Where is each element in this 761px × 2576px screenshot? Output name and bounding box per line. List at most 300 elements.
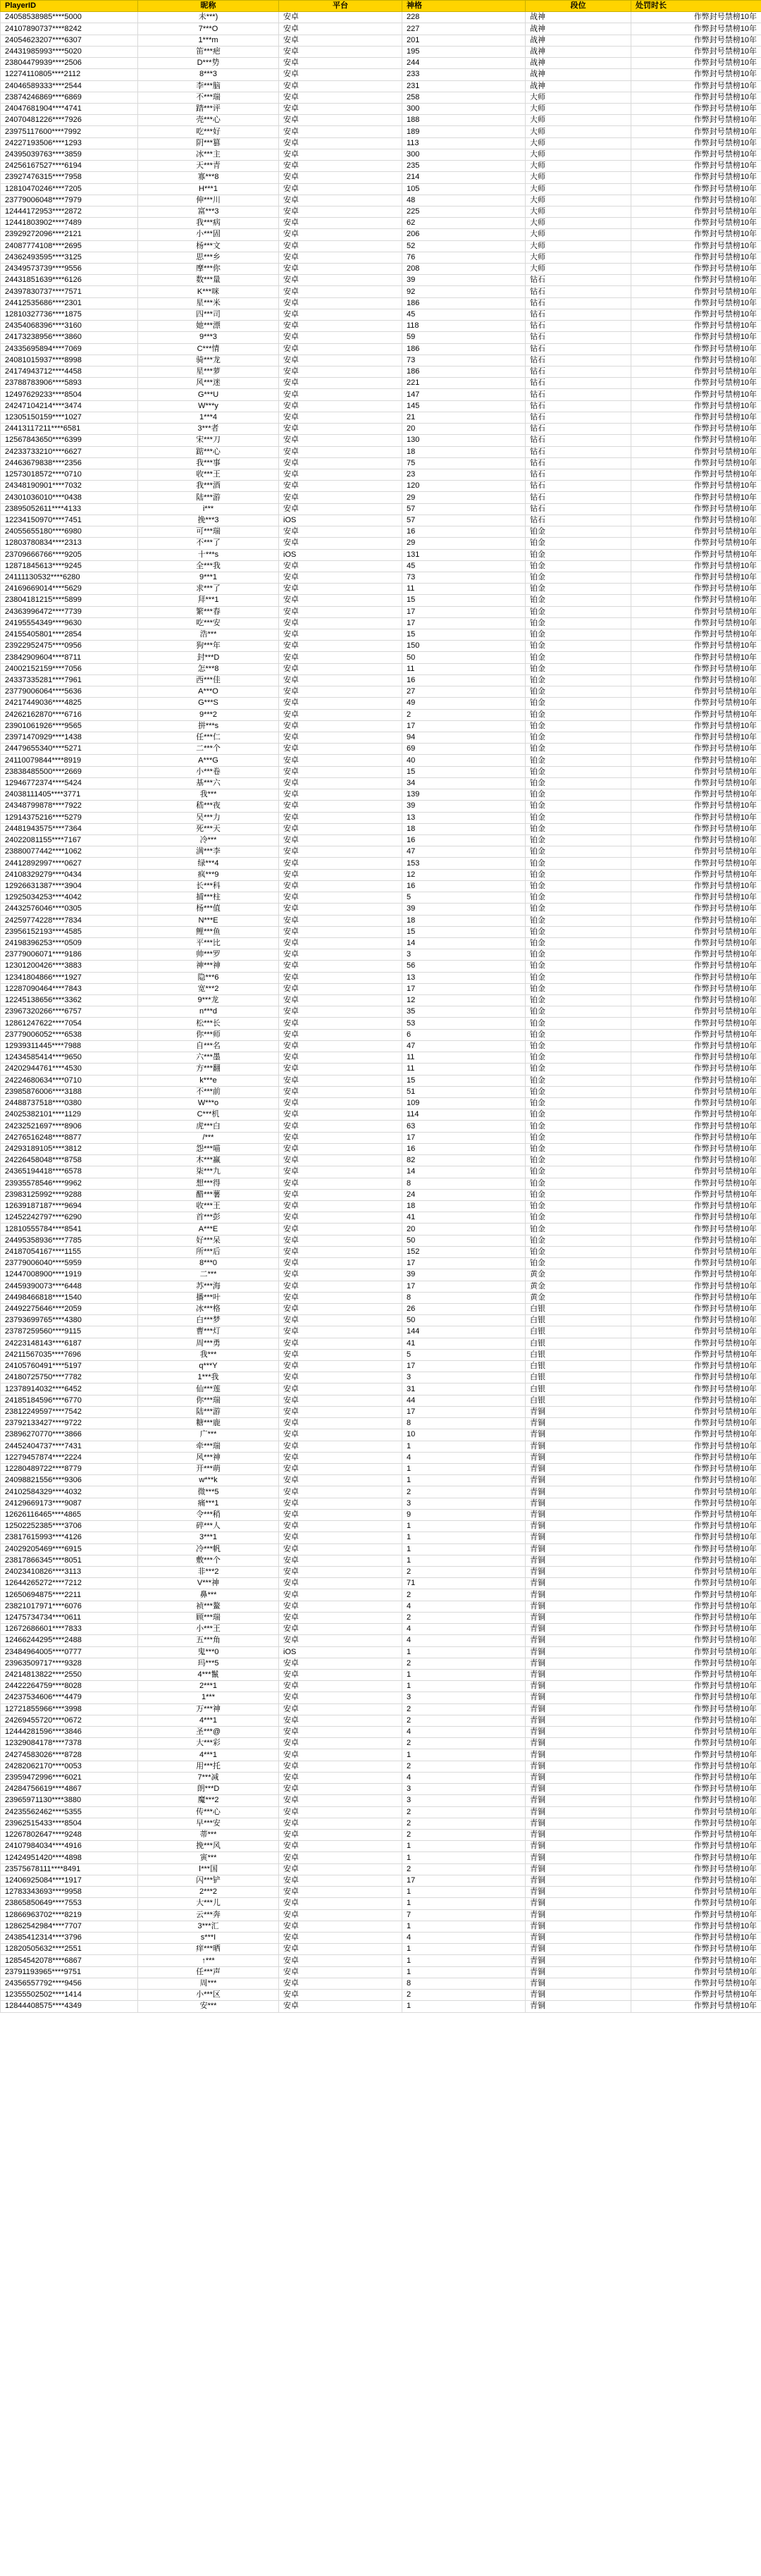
penalty-cell: 作弊封号禁榜10年 [631, 92, 761, 103]
rank-cell: 铂金 [526, 617, 631, 629]
penalty-cell: 作弊封号禁榜10年 [631, 58, 761, 69]
rank-cell: 青铜 [526, 1498, 631, 1509]
nickname-cell: 未***) [138, 12, 279, 23]
divinity-cell: 153 [402, 858, 526, 869]
table-row [1, 572, 761, 583]
player-id-cell: 12783343693****9958 [1, 1887, 138, 1898]
divinity-cell: 300 [402, 149, 526, 160]
nickname-cell: 4***1 [138, 1715, 279, 1726]
penalty-cell: 作弊封号禁榜10年 [631, 1006, 761, 1018]
rank-cell: 铂金 [526, 1075, 631, 1086]
table-row [1, 1658, 761, 1669]
table-row [1, 355, 761, 366]
nickname-cell: G***S [138, 698, 279, 709]
table-row [1, 1075, 761, 1086]
penalty-cell: 作弊封号禁榜10年 [631, 926, 761, 937]
nickname-cell: 李***脑 [138, 80, 279, 92]
table-row [1, 1212, 761, 1224]
penalty-cell: 作弊封号禁榜10年 [631, 641, 761, 652]
penalty-cell: 作弊封号禁榜10年 [631, 1601, 761, 1612]
divinity-cell: 206 [402, 229, 526, 240]
nickname-cell: 不***了 [138, 538, 279, 549]
nickname-cell: 挽***3 [138, 514, 279, 526]
nickname-cell: 怎***8 [138, 663, 279, 674]
penalty-cell: 作弊封号禁榜10年 [631, 309, 761, 320]
player-id-cell: 12567843650****6399 [1, 435, 138, 446]
penalty-cell: 作弊封号禁榜10年 [631, 1406, 761, 1417]
platform-cell: 安卓 [279, 766, 402, 777]
nickname-cell: 笛***疤 [138, 46, 279, 57]
player-id-cell: 12466244295****2488 [1, 1635, 138, 1646]
player-id-cell: 24431985993****5020 [1, 46, 138, 57]
rank-cell: 白银 [526, 1361, 631, 1372]
table-row [1, 115, 761, 126]
platform-cell: 安卓 [279, 229, 402, 240]
platform-cell: 安卓 [279, 264, 402, 275]
rank-cell: 青铜 [526, 1578, 631, 1589]
penalty-cell: 作弊封号禁榜10年 [631, 1646, 761, 1658]
penalty-cell: 作弊封号禁榜10年 [631, 674, 761, 686]
rank-cell: 铂金 [526, 1178, 631, 1189]
nickname-cell: 苏***海 [138, 1281, 279, 1292]
penalty-cell: 作弊封号禁榜10年 [631, 1898, 761, 1909]
rank-cell: 大师 [526, 161, 631, 172]
player-id-cell: 23779006064****5636 [1, 686, 138, 698]
rank-cell: 大师 [526, 137, 631, 149]
player-id-cell: 24173238956****3860 [1, 332, 138, 343]
divinity-cell: 49 [402, 698, 526, 709]
penalty-cell: 作弊封号禁榜10年 [631, 183, 761, 195]
rank-cell: 青铜 [526, 1955, 631, 1966]
penalty-cell: 作弊封号禁榜10年 [631, 1555, 761, 1566]
platform-cell: 安卓 [279, 1143, 402, 1154]
divinity-cell: 2 [402, 1566, 526, 1577]
penalty-cell: 作弊封号禁榜10年 [631, 2001, 761, 2012]
player-id-cell: 24087774108****2695 [1, 240, 138, 252]
penalty-cell: 作弊封号禁榜10年 [631, 514, 761, 526]
player-id-cell: 24293189105****3812 [1, 1143, 138, 1154]
table-row [1, 2001, 761, 2012]
table-row [1, 1189, 761, 1200]
rank-cell: 青铜 [526, 1612, 631, 1623]
platform-cell: 安卓 [279, 400, 402, 412]
nickname-cell: C***机 [138, 1109, 279, 1121]
penalty-cell: 作弊封号禁榜10年 [631, 1349, 761, 1360]
divinity-cell: 17 [402, 720, 526, 732]
rank-cell: 白银 [526, 1315, 631, 1326]
platform-cell: 安卓 [279, 1955, 402, 1966]
penalty-cell: 作弊封号禁榜10年 [631, 400, 761, 412]
penalty-cell: 作弊封号禁榜10年 [631, 1212, 761, 1224]
player-id-cell: 23787259560****9115 [1, 1326, 138, 1338]
rank-cell: 青铜 [526, 1486, 631, 1498]
platform-cell: 安卓 [279, 492, 402, 503]
divinity-cell: 18 [402, 446, 526, 457]
divinity-cell: 4 [402, 1601, 526, 1612]
platform-cell: 安卓 [279, 846, 402, 858]
penalty-cell: 作弊封号禁榜10年 [631, 1772, 761, 1783]
rank-cell: 钻石 [526, 343, 631, 355]
player-id-cell: 24214813822****2550 [1, 1669, 138, 1680]
nickname-cell: 鼻*** [138, 1589, 279, 1601]
player-id-cell: 12475734734****0611 [1, 1612, 138, 1623]
table-row [1, 1772, 761, 1783]
penalty-cell: 作弊封号禁榜10年 [631, 1532, 761, 1543]
penalty-cell: 作弊封号禁榜10年 [631, 137, 761, 149]
penalty-cell: 作弊封号禁榜10年 [631, 1155, 761, 1166]
player-id-cell: 12810555784****8541 [1, 1224, 138, 1235]
player-id-cell: 23804181215****5899 [1, 595, 138, 606]
platform-cell: 安卓 [279, 1784, 402, 1795]
nickname-cell: K***咪 [138, 286, 279, 297]
divinity-cell: 16 [402, 880, 526, 892]
penalty-cell: 作弊封号禁榜10年 [631, 264, 761, 275]
divinity-cell: 4 [402, 1727, 526, 1738]
divinity-cell: 8 [402, 1178, 526, 1189]
table-row [1, 229, 761, 240]
nickname-cell: 杨***值 [138, 904, 279, 915]
penalty-cell: 作弊封号禁榜10年 [631, 1464, 761, 1475]
divinity-cell: 29 [402, 492, 526, 503]
table-row [1, 834, 761, 846]
divinity-cell: 47 [402, 1040, 526, 1052]
penalty-cell: 作弊封号禁榜10年 [631, 1418, 761, 1429]
nickname-cell: 2***1 [138, 1681, 279, 1692]
divinity-cell: 12 [402, 869, 526, 880]
platform-cell: 安卓 [279, 526, 402, 538]
platform-cell: 安卓 [279, 1200, 402, 1212]
player-id-cell: 23709666766****9205 [1, 549, 138, 560]
penalty-cell: 作弊封号禁榜10年 [631, 469, 761, 480]
rank-cell: 青铜 [526, 1589, 631, 1601]
divinity-cell: 1 [402, 1852, 526, 1863]
rank-cell: 青铜 [526, 1624, 631, 1635]
platform-cell: 安卓 [279, 297, 402, 309]
platform-cell: 安卓 [279, 869, 402, 880]
nickname-cell: 冰***主 [138, 149, 279, 160]
divinity-cell: 23 [402, 469, 526, 480]
platform-cell: 安卓 [279, 1464, 402, 1475]
nickname-cell: Ⅰ***国 [138, 1863, 279, 1875]
table-row [1, 1018, 761, 1029]
rank-cell: 铂金 [526, 755, 631, 766]
platform-cell: 安卓 [279, 1075, 402, 1086]
table-row [1, 1727, 761, 1738]
table-row [1, 1109, 761, 1121]
nickname-cell: 不***瑞 [138, 92, 279, 103]
nickname-cell: 3***汇 [138, 1921, 279, 1932]
table-row [1, 1441, 761, 1452]
player-id-cell: 24233733210****6627 [1, 446, 138, 457]
player-id-cell: 12406925084****1917 [1, 1875, 138, 1886]
table-row [1, 1498, 761, 1509]
player-id-cell: 24235562462****5355 [1, 1806, 138, 1818]
penalty-cell: 作弊封号禁榜10年 [631, 1498, 761, 1509]
penalty-cell: 作弊封号禁榜10年 [631, 1064, 761, 1075]
rank-cell: 铂金 [526, 1006, 631, 1018]
penalty-cell: 作弊封号禁榜10年 [631, 983, 761, 994]
nickname-cell: 小***王 [138, 1624, 279, 1635]
divinity-cell: 152 [402, 1246, 526, 1257]
nickname-cell: 广*** [138, 1429, 279, 1441]
divinity-cell: 1 [402, 1543, 526, 1555]
penalty-cell: 作弊封号禁榜10年 [631, 858, 761, 869]
rank-cell: 铂金 [526, 1064, 631, 1075]
penalty-cell: 作弊封号禁榜10年 [631, 35, 761, 46]
player-id-cell: 23793699765****4380 [1, 1315, 138, 1326]
platform-cell: 安卓 [279, 1281, 402, 1292]
player-id-cell: 24202944761****4530 [1, 1064, 138, 1075]
rank-cell: 青铜 [526, 1887, 631, 1898]
platform-cell: 安卓 [279, 1772, 402, 1783]
platform-cell: 安卓 [279, 1315, 402, 1326]
nickname-cell: 1***4 [138, 412, 279, 423]
nickname-cell: 传***心 [138, 1806, 279, 1818]
penalty-cell: 作弊封号禁榜10年 [631, 732, 761, 744]
player-id-cell: 12424951420****4898 [1, 1852, 138, 1863]
divinity-cell: 131 [402, 549, 526, 560]
divinity-cell: 52 [402, 240, 526, 252]
player-id-cell: 23971470929****1438 [1, 732, 138, 744]
table-row [1, 1258, 761, 1269]
table-row [1, 869, 761, 880]
nickname-cell: 蒂*** [138, 1830, 279, 1841]
nickname-cell: 冷***帆 [138, 1543, 279, 1555]
divinity-cell: 208 [402, 264, 526, 275]
table-row [1, 1749, 761, 1761]
penalty-cell: 作弊封号禁榜10年 [631, 446, 761, 457]
platform-cell: 安卓 [279, 1418, 402, 1429]
rank-cell: 铂金 [526, 789, 631, 801]
rank-cell: 青铜 [526, 1875, 631, 1886]
penalty-cell: 作弊封号禁榜10年 [631, 503, 761, 514]
platform-cell: iOS [279, 1646, 402, 1658]
nickname-cell: 基***六 [138, 777, 279, 789]
penalty-cell: 作弊封号禁榜10年 [631, 789, 761, 801]
divinity-cell: 1 [402, 1955, 526, 1966]
table-row [1, 1269, 761, 1281]
player-id-cell: 23963509717****9328 [1, 1658, 138, 1669]
divinity-cell: 114 [402, 1109, 526, 1121]
rank-cell: 战神 [526, 80, 631, 92]
platform-cell: 安卓 [279, 720, 402, 732]
penalty-cell: 作弊封号禁榜10年 [631, 663, 761, 674]
rank-cell: 青铜 [526, 1429, 631, 1441]
player-id-cell: 24224680634****0710 [1, 1075, 138, 1086]
divinity-cell: 16 [402, 834, 526, 846]
nickname-cell: 醋***薯 [138, 1189, 279, 1200]
table-row [1, 366, 761, 378]
divinity-cell: 1 [402, 1944, 526, 1955]
player-id-cell: 23927476315****7958 [1, 172, 138, 183]
table-row [1, 1475, 761, 1486]
rank-cell: 铂金 [526, 698, 631, 709]
table-row [1, 137, 761, 149]
rank-cell: 钻石 [526, 424, 631, 435]
platform-cell: 安卓 [279, 1978, 402, 1989]
player-id-cell: 23962515433****8504 [1, 1818, 138, 1829]
penalty-cell: 作弊封号禁榜10年 [631, 1132, 761, 1143]
rank-cell: 铂金 [526, 549, 631, 560]
table-row [1, 389, 761, 400]
nickname-cell: 木***赢 [138, 1155, 279, 1166]
platform-cell: 安卓 [279, 1178, 402, 1189]
table-row [1, 1132, 761, 1143]
table-row [1, 1166, 761, 1178]
nickname-cell: A***G [138, 755, 279, 766]
platform-cell: 安卓 [279, 1578, 402, 1589]
divinity-cell: 20 [402, 1224, 526, 1235]
platform-cell: 安卓 [279, 481, 402, 492]
penalty-cell: 作弊封号禁榜10年 [631, 1955, 761, 1966]
nickname-cell: 嵇***夜 [138, 801, 279, 812]
platform-cell: 安卓 [279, 23, 402, 35]
platform-cell: 安卓 [279, 1166, 402, 1178]
table-row [1, 206, 761, 217]
penalty-cell: 作弊封号禁榜10年 [631, 720, 761, 732]
penalty-cell: 作弊封号禁榜10年 [631, 1292, 761, 1303]
table-row [1, 846, 761, 858]
player-id-cell: 12639187187****9694 [1, 1200, 138, 1212]
platform-cell: 安卓 [279, 674, 402, 686]
player-id-cell: 23983125992****9288 [1, 1189, 138, 1200]
table-row [1, 1086, 761, 1097]
penalty-cell: 作弊封号禁榜10年 [631, 755, 761, 766]
header-divinity: 神格 [402, 1, 526, 12]
rank-cell: 铂金 [526, 1246, 631, 1257]
table-row [1, 1909, 761, 1921]
divinity-cell: 2 [402, 1761, 526, 1772]
platform-cell: 安卓 [279, 149, 402, 160]
platform-cell: 安卓 [279, 69, 402, 80]
divinity-cell: 8 [402, 1418, 526, 1429]
player-id-cell: 24211567035****7696 [1, 1349, 138, 1360]
player-id-cell: 23865850649****7553 [1, 1898, 138, 1909]
platform-cell: 安卓 [279, 92, 402, 103]
divinity-cell: 11 [402, 663, 526, 674]
nickname-cell: W***o [138, 1098, 279, 1109]
nickname-cell: 封***D [138, 652, 279, 663]
divinity-cell: 57 [402, 503, 526, 514]
table-row [1, 652, 761, 663]
table-header [1, 1, 761, 12]
nickname-cell: 开***萌 [138, 1464, 279, 1475]
nickname-cell: 自***名 [138, 1040, 279, 1052]
rank-cell: 钻石 [526, 469, 631, 480]
platform-cell: 安卓 [279, 332, 402, 343]
player-id-cell: 12862542984****7707 [1, 1921, 138, 1932]
table-row [1, 606, 761, 617]
divinity-cell: 3 [402, 1498, 526, 1509]
rank-cell: 铂金 [526, 937, 631, 949]
penalty-cell: 作弊封号禁榜10年 [631, 206, 761, 217]
table-row [1, 275, 761, 286]
rank-cell: 大师 [526, 103, 631, 114]
penalty-cell: 作弊封号禁榜10年 [631, 1921, 761, 1932]
divinity-cell: 31 [402, 1383, 526, 1395]
rank-cell: 青铜 [526, 1978, 631, 1989]
divinity-cell: 18 [402, 1200, 526, 1212]
platform-cell: 安卓 [279, 58, 402, 69]
table-row [1, 1818, 761, 1829]
penalty-cell: 作弊封号禁榜10年 [631, 1086, 761, 1097]
table-row [1, 23, 761, 35]
divinity-cell: 41 [402, 1212, 526, 1224]
table-row [1, 526, 761, 538]
rank-cell: 青铜 [526, 1635, 631, 1646]
table-row [1, 492, 761, 503]
rank-cell: 青铜 [526, 1932, 631, 1943]
nickname-cell: 可***瑞 [138, 526, 279, 538]
rank-cell: 铂金 [526, 1098, 631, 1109]
rank-cell: 青铜 [526, 1566, 631, 1577]
divinity-cell: 17 [402, 617, 526, 629]
player-id-cell: 12939311445****7988 [1, 1040, 138, 1052]
table-row [1, 1292, 761, 1303]
platform-cell: 安卓 [279, 80, 402, 92]
divinity-cell: 2 [402, 1703, 526, 1715]
platform-cell: 安卓 [279, 949, 402, 961]
table-row [1, 252, 761, 263]
platform-cell: 安卓 [279, 1887, 402, 1898]
divinity-cell: 3 [402, 1795, 526, 1806]
rank-cell: 铂金 [526, 812, 631, 823]
platform-cell: 安卓 [279, 1909, 402, 1921]
platform-cell: 安卓 [279, 252, 402, 263]
player-id-cell: 24256167527****6194 [1, 161, 138, 172]
penalty-cell: 作弊封号禁榜10年 [631, 240, 761, 252]
nickname-cell: 寅*** [138, 1852, 279, 1863]
platform-cell: 安卓 [279, 904, 402, 915]
nickname-cell: 安*** [138, 2001, 279, 2012]
divinity-cell: 4 [402, 1452, 526, 1463]
nickname-cell: 方***翻 [138, 1064, 279, 1075]
platform-cell: 安卓 [279, 686, 402, 698]
rank-cell: 青铜 [526, 1738, 631, 1749]
table-row [1, 1006, 761, 1018]
rank-cell: 铂金 [526, 641, 631, 652]
table-row [1, 766, 761, 777]
player-id-cell: 12234150970****7451 [1, 514, 138, 526]
penalty-cell: 作弊封号禁榜10年 [631, 1441, 761, 1452]
nickname-cell: A***E [138, 1224, 279, 1235]
rank-cell: 青铜 [526, 1818, 631, 1829]
divinity-cell: 2 [402, 1589, 526, 1601]
platform-cell: 安卓 [279, 744, 402, 755]
divinity-cell: 40 [402, 755, 526, 766]
nickname-cell: n***d [138, 1006, 279, 1018]
divinity-cell: 188 [402, 115, 526, 126]
nickname-cell: 松***长 [138, 1018, 279, 1029]
penalty-cell: 作弊封号禁榜10年 [631, 549, 761, 560]
nickname-cell: k***e [138, 1075, 279, 1086]
platform-cell: 安卓 [279, 195, 402, 206]
divinity-cell: 4 [402, 1772, 526, 1783]
nickname-cell: 不***前 [138, 1086, 279, 1097]
divinity-cell: 105 [402, 183, 526, 195]
player-id-cell: 23965971130****3880 [1, 1795, 138, 1806]
player-id-cell: 24226458048****8758 [1, 1155, 138, 1166]
penalty-cell: 作弊封号禁榜10年 [631, 560, 761, 572]
rank-cell: 铂金 [526, 892, 631, 904]
divinity-cell: 17 [402, 606, 526, 617]
divinity-cell: 3 [402, 1692, 526, 1703]
table-row [1, 1303, 761, 1314]
nickname-cell: 求***了 [138, 584, 279, 595]
player-id-cell: 23779006071****9186 [1, 949, 138, 961]
platform-cell: 安卓 [279, 1406, 402, 1417]
table-row [1, 961, 761, 972]
